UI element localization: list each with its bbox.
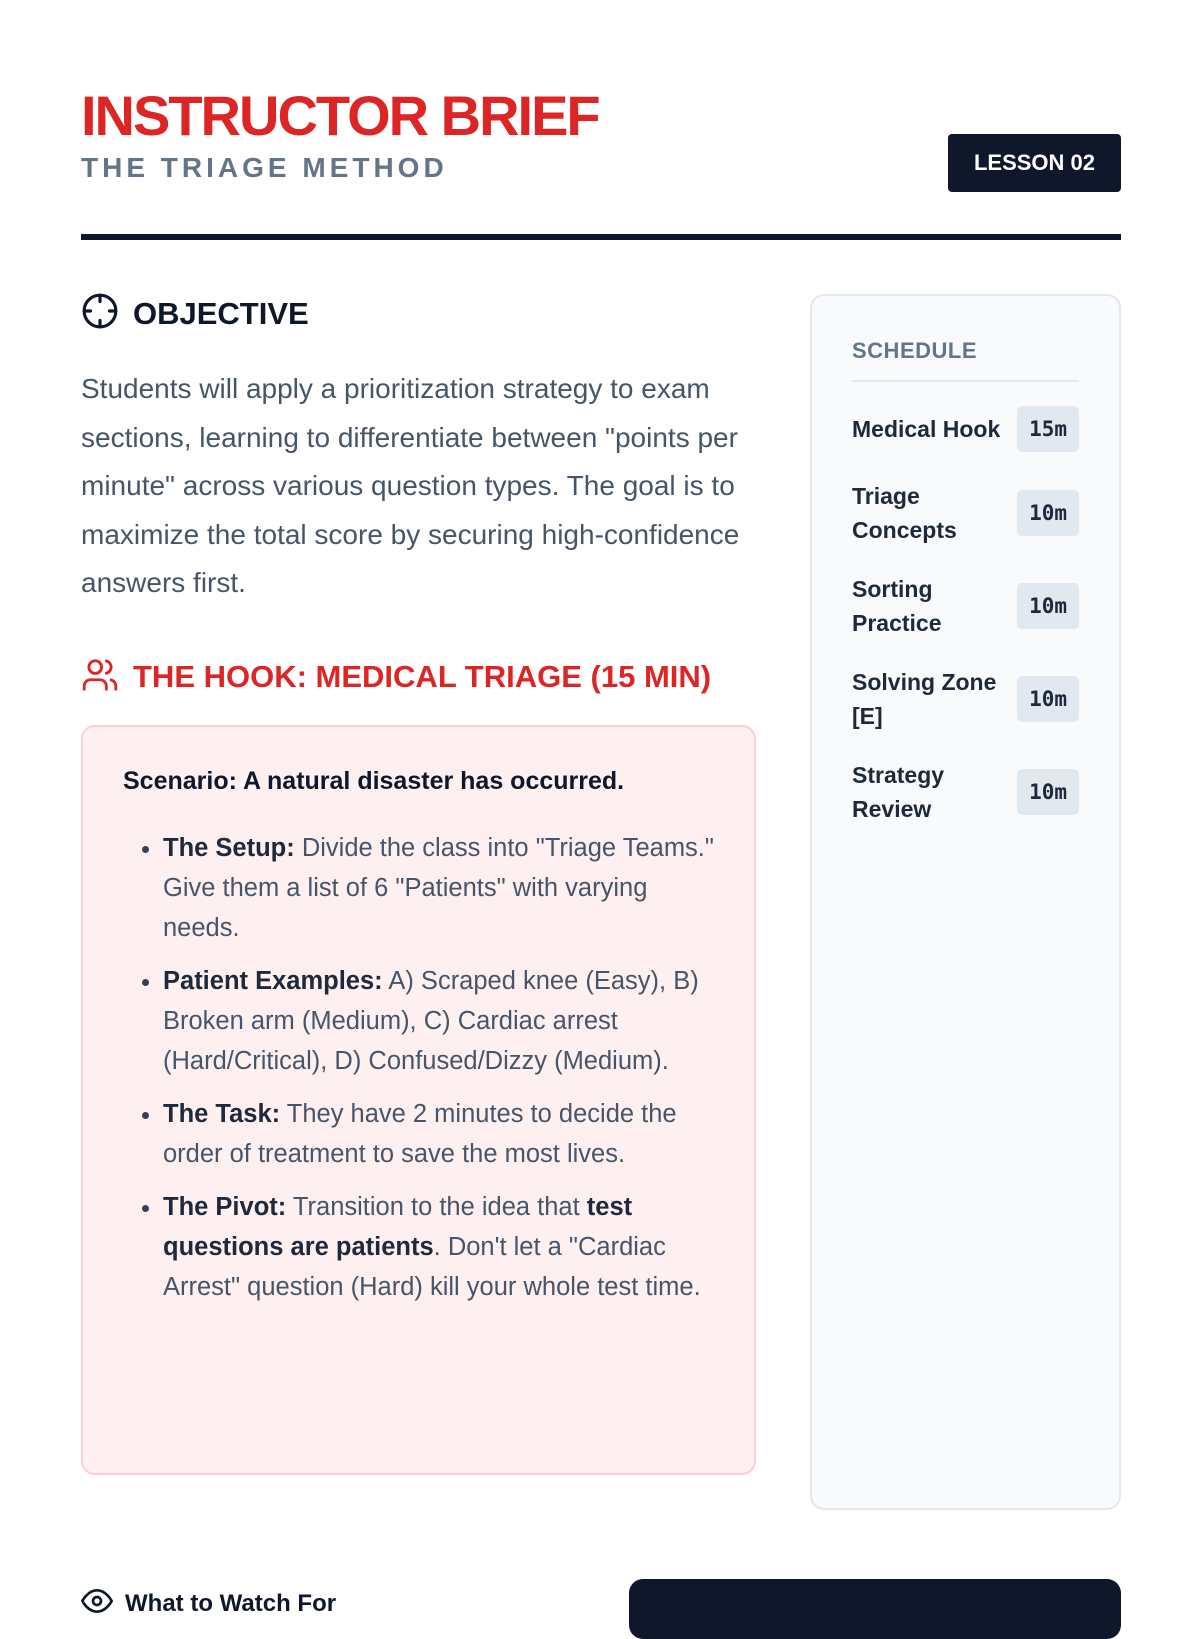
schedule-item-duration: 10m [1017,769,1079,815]
schedule-item-duration: 15m [1017,406,1079,452]
schedule-item [852,745,1079,838]
lesson-badge: LESSON 02 [948,134,1121,192]
schedule-panel [810,294,1121,1510]
header-divider [81,234,1121,240]
crosshair-icon [81,292,119,335]
main-content [81,292,756,1475]
schedule-item-name: Medical Hook [852,416,1001,442]
item-label: Patient Examples: [163,966,383,995]
hook-list [123,828,714,1307]
schedule-item [852,652,1079,745]
watch-for-title: What to Watch For [125,1589,337,1617]
schedule-item [852,392,1079,466]
scenario-text: Scenario: A natural disaster has occurred. [123,766,625,795]
item-label: The Task: [163,1099,281,1128]
brief-header [81,86,1121,242]
schedule-item-duration: 10m [1017,490,1079,536]
item-text: Transition to the idea that [286,1192,587,1221]
objective-heading [81,292,756,335]
page-title: INSTRUCTOR BRIEF [81,84,599,147]
list-item [163,961,714,1081]
hook-title: THE HOOK: MEDICAL TRIAGE (15 MIN) [133,659,712,694]
item-label: The Setup: [163,833,295,862]
schedule-item [852,559,1079,652]
schedule-item-duration: 10m [1017,676,1079,722]
hook-heading [81,656,756,699]
hook-scenario-box [81,725,756,1475]
schedule-list [852,392,1079,838]
users-icon [81,656,119,699]
schedule-item-name: Sorting Practice [852,575,942,636]
item-emphasis: test questions are patients [163,1192,633,1261]
schedule-item [852,466,1079,559]
schedule-item-name: Strategy Review [852,761,945,822]
schedule-title: SCHEDULE [852,338,1079,382]
item-text: They have 2 minutes to decide the order of treatment to save the most lives. [163,1099,677,1168]
item-text: . Don't let a "Cardiac Arrest" question (Hard) kill your whole test time. [163,1232,701,1301]
list-item [163,1187,714,1307]
eye-icon [81,1585,113,1622]
list-item [163,828,714,948]
watch-for-heading [81,1585,336,1622]
list-item [163,1094,714,1174]
page-subtitle: THE TRIAGE METHOD [81,152,448,183]
dark-callout-box [629,1579,1121,1639]
item-text: Divide the class into "Triage Teams." Give them a list of 6 "Patients" with varying needs. [163,833,714,942]
objective-title: OBJECTIVE [133,295,309,331]
schedule-item-name: Triage Concepts [852,482,957,543]
objective-text: Students will apply a prioritization strategy to exam sections, learning to differentiate between "points per minute" across various question types. The goal is to maximize the total score by securing high-confidence answers first. [81,373,740,598]
item-label: The Pivot: [163,1192,287,1221]
item-text: A) Scraped knee (Easy), B) Broken arm (Medium), C) Cardiac arrest (Hard/Critical), D) Confused/Dizzy (Medium). [163,966,699,1075]
schedule-item-name: Solving Zone [E] [852,668,997,729]
schedule-item-duration: 10m [1017,583,1079,629]
